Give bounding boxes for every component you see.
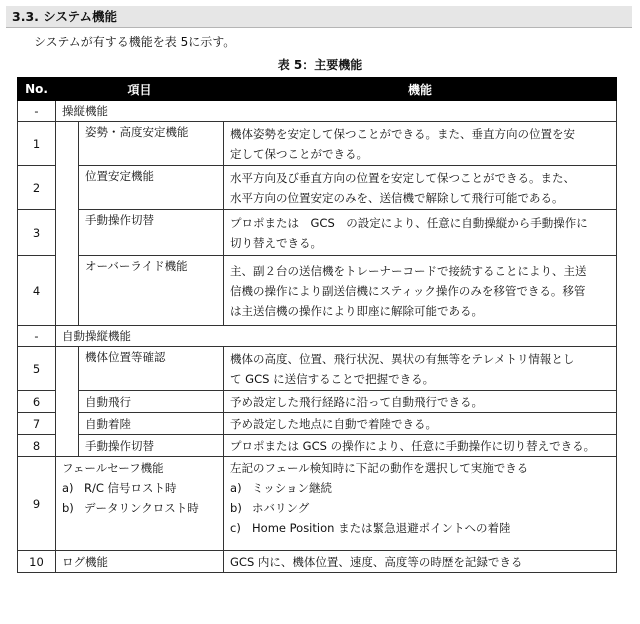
row-item: 自動着陸 [79, 413, 224, 435]
indent-cell [56, 435, 79, 457]
failsafe-function [224, 457, 617, 551]
action-text: ミッション継続 [252, 481, 333, 495]
table-row [18, 391, 617, 413]
table-row [18, 435, 617, 457]
row-function [224, 347, 617, 391]
function-line: 切り替えできる。 [230, 235, 323, 250]
header-no: No. [18, 78, 56, 101]
row-no: 1 [18, 122, 56, 166]
function-line: 定して保つことができる。 [230, 146, 369, 161]
table-row [18, 210, 617, 256]
failsafe-item [56, 457, 224, 551]
function-line: 機体の高度、位置、飛行状況、異状の有無等をテレメトリ情報とし [230, 351, 575, 366]
failsafe-action [230, 518, 610, 538]
table-row [18, 413, 617, 435]
row-no: 9 [18, 457, 56, 551]
condition-text: R/C 信号ロスト時 [84, 481, 177, 495]
function-line: プロポまたは GCS の設定により、任意に自動操縦から手動操作に [230, 215, 588, 230]
indent-cell [56, 413, 79, 435]
failsafe-condition [62, 498, 217, 518]
table-row [18, 122, 617, 166]
failsafe-title: フェールセーフ機能 [62, 461, 164, 475]
header-function: 機能 [224, 78, 617, 101]
category-no: - [18, 326, 56, 347]
row-no: 8 [18, 435, 56, 457]
action-mark: b) [230, 501, 242, 515]
header-item: 項目 [56, 78, 224, 101]
row-no: 3 [18, 210, 56, 256]
condition-text: データリンクロスト時 [84, 501, 199, 515]
row-item: 手動操作切替 [79, 210, 224, 256]
function-line: は主送信機の操作により即座に解除可能である。 [230, 303, 484, 318]
row-function [224, 166, 617, 210]
action-mark: a) [230, 481, 242, 495]
row-item: 手動操作切替 [79, 435, 224, 457]
section-header [6, 6, 632, 28]
table-row [18, 347, 617, 391]
functions-table [17, 77, 617, 573]
row-no: 6 [18, 391, 56, 413]
table-header-row [18, 78, 617, 101]
row-item: 姿勢・高度安定機能 [79, 122, 224, 166]
indent-cell [56, 256, 79, 326]
row-function: プロポまたは GCS の操作により、任意に手動操作に切り替えできる。 [224, 435, 617, 457]
indent-cell [56, 210, 79, 256]
row-function: GCS 内に、機体位置、速度、高度等の時歴を記録できる [224, 551, 617, 573]
row-item: オーバーライド機能 [79, 256, 224, 326]
row-function [224, 256, 617, 326]
table-row [18, 551, 617, 573]
category-row [18, 326, 617, 347]
table-caption: 表 5：主要機能 [277, 58, 363, 72]
failsafe-action [230, 478, 610, 498]
table-row-failsafe [18, 457, 617, 551]
row-no: 10 [18, 551, 56, 573]
function-line: 信機の操作により副送信機にスティック操作のみを移管できる。移管 [230, 283, 586, 298]
indent-cell [56, 391, 79, 413]
row-no: 7 [18, 413, 56, 435]
table-row [18, 256, 617, 326]
failsafe-intro: 左記のフェール検知時に下記の動作を選択して実施できる [230, 461, 529, 475]
row-function [224, 122, 617, 166]
function-line: 水平方向及び垂直方向の位置を安定して保つことができる。また、 [230, 170, 576, 185]
row-function: 予め設定した地点に自動で着陸できる。 [224, 413, 617, 435]
section-number: 3.3. [12, 9, 39, 24]
category-label: 自動操縦機能 [56, 326, 617, 347]
row-item: ログ機能 [56, 551, 224, 573]
row-item: 機体位置等確認 [79, 347, 224, 391]
row-no: 2 [18, 166, 56, 210]
action-mark: c) [230, 521, 241, 535]
indent-cell [56, 347, 79, 391]
category-label: 操縦機能 [56, 101, 617, 122]
indent-cell [56, 166, 79, 210]
row-no: 4 [18, 256, 56, 326]
section-title: システム機能 [43, 9, 118, 24]
table-row [18, 166, 617, 210]
row-function: 予め設定した飛行経路に沿って自動飛行できる。 [224, 391, 617, 413]
failsafe-condition [62, 478, 217, 498]
function-line: 水平方向の位置安定のみを、送信機で解除して飛行可能である。 [230, 190, 564, 205]
condition-mark: b) [62, 501, 74, 515]
indent-cell [56, 122, 79, 166]
category-row [18, 101, 617, 122]
function-line: て GCS に送信することで把握できる。 [230, 371, 435, 386]
function-line: 機体姿勢を安定して保つことができる。また、垂直方向の位置を安 [230, 126, 576, 141]
condition-mark: a) [62, 481, 74, 495]
category-no: - [18, 101, 56, 122]
row-item: 自動飛行 [79, 391, 224, 413]
row-no: 5 [18, 347, 56, 391]
row-function [224, 210, 617, 256]
function-line: 主、副２台の送信機をトレーナーコードで接続することにより、主送 [230, 263, 587, 278]
action-text: ホバリング [252, 501, 310, 515]
row-item: 位置安定機能 [79, 166, 224, 210]
action-text: Home Position または緊急退避ポイントへの着陸 [252, 521, 511, 535]
failsafe-action [230, 498, 610, 518]
intro-paragraph: システムが有する機能を表 5に示す。 [34, 35, 236, 49]
